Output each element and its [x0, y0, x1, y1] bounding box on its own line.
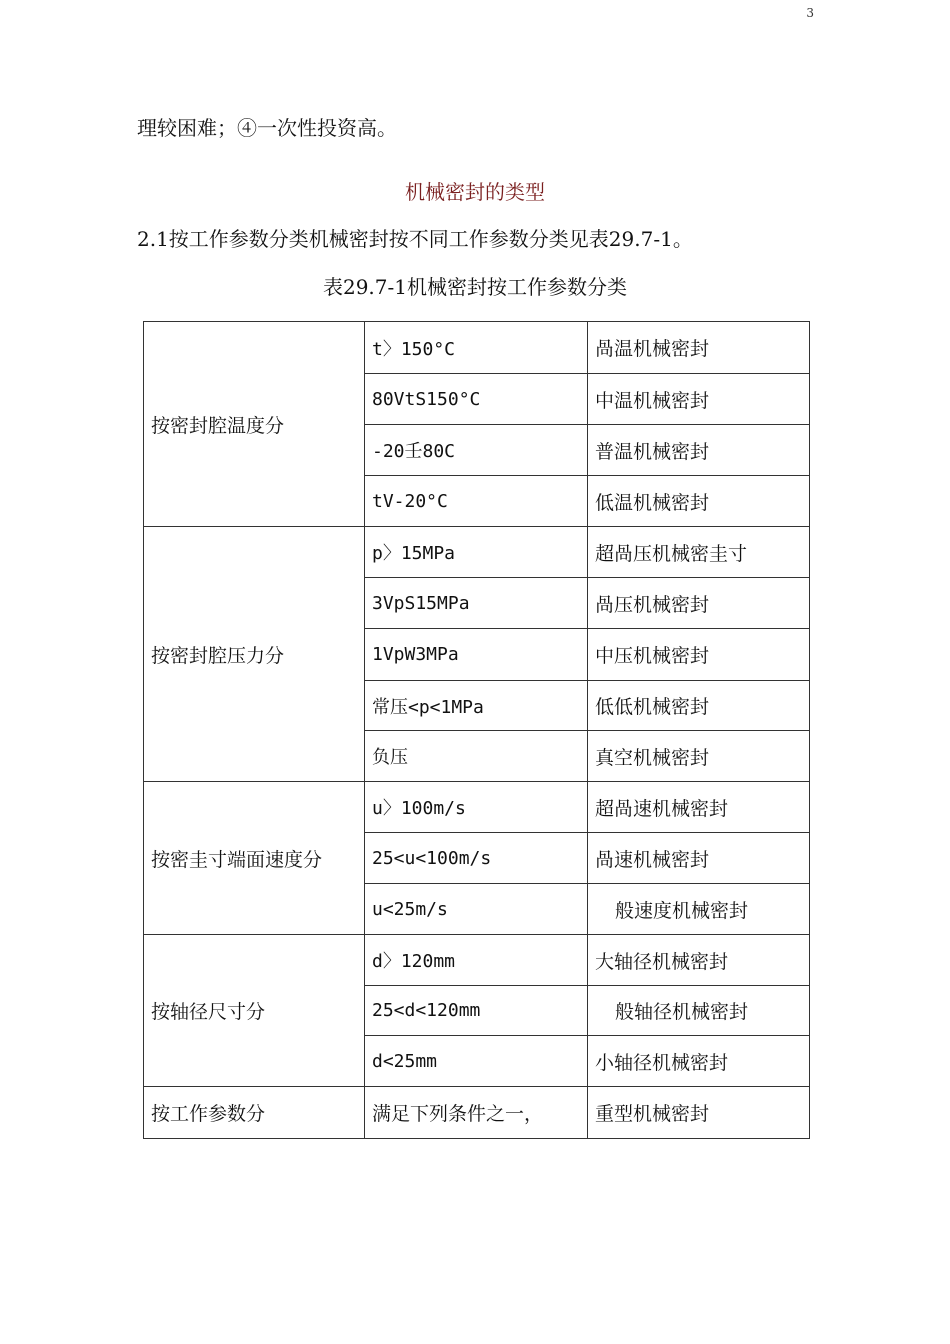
type-cell: 大轴径机械密封 — [588, 935, 810, 986]
condition-cell: 80VtS150°C — [365, 374, 588, 425]
section-heading: 机械密封的类型 — [405, 180, 545, 204]
condition-cell: d〉120mm — [365, 935, 588, 986]
type-cell: 普温机械密封 — [588, 425, 810, 476]
type-cell: 低温机械密封 — [588, 476, 810, 527]
condition-cell: u<25m/s — [365, 884, 588, 935]
type-cell: 咼压机械密封 — [588, 578, 810, 629]
type-cell: 中压机械密封 — [588, 629, 810, 681]
condition-cell: 1VpW3MPa — [365, 629, 588, 681]
seal-classification-table — [143, 321, 810, 1139]
category-cell-pressure: 按密封腔压力分 — [144, 527, 365, 782]
condition-cell: tV-20°C — [365, 476, 588, 527]
type-cell: 重型机械密封 — [588, 1087, 810, 1139]
table-row — [144, 1087, 810, 1139]
type-cell: 咼速机械密封 — [588, 833, 810, 884]
body-paragraph-classification: 2.1按工作参数分类机械密封按不同工作参数分类见表29.7-1。 — [137, 227, 693, 251]
type-cell: 中温机械密封 — [588, 374, 810, 425]
condition-cell: 满足下列条件之一， — [365, 1087, 588, 1139]
category-cell-speed: 按密圭寸端面速度分 — [144, 782, 365, 935]
condition-cell: 25<d<120mm — [365, 986, 588, 1036]
condition-cell: 25<u<100m/s — [365, 833, 588, 884]
type-cell: 真空机械密封 — [588, 731, 810, 782]
condition-cell: 3VpS15MPa — [365, 578, 588, 629]
condition-cell: t〉150°C — [365, 322, 588, 374]
type-cell: 小轴径机械密封 — [588, 1036, 810, 1087]
condition-cell: d<25mm — [365, 1036, 588, 1087]
category-cell-working-parameters: 按工作参数分 — [144, 1087, 365, 1139]
type-cell: 超咼速机械密封 — [588, 782, 810, 833]
table-row — [144, 322, 810, 374]
condition-cell: -20壬80C — [365, 425, 588, 476]
category-cell-shaft-diameter: 按轴径尺寸分 — [144, 935, 365, 1087]
type-cell: 超咼压机械密圭寸 — [588, 527, 810, 578]
table-row — [144, 527, 810, 578]
type-cell: 般速度机械密封 — [588, 884, 810, 935]
condition-cell: u〉100m/s — [365, 782, 588, 833]
type-cell: 咼温机械密封 — [588, 322, 810, 374]
table-row — [144, 782, 810, 833]
condition-cell: 负压 — [365, 731, 588, 782]
type-cell: 般轴径机械密封 — [588, 986, 810, 1036]
table-row — [144, 935, 810, 986]
body-paragraph-continuation: 理较困难；④一次性投资高。 — [137, 116, 397, 140]
condition-cell: p〉15MPa — [365, 527, 588, 578]
category-cell-temperature: 按密封腔温度分 — [144, 322, 365, 527]
type-cell: 低低机械密封 — [588, 681, 810, 731]
page-number: 3 — [806, 6, 814, 20]
condition-cell: 常压<p<1MPa — [365, 681, 588, 731]
table-caption: 表29.7-1机械密封按工作参数分类 — [322, 275, 627, 299]
